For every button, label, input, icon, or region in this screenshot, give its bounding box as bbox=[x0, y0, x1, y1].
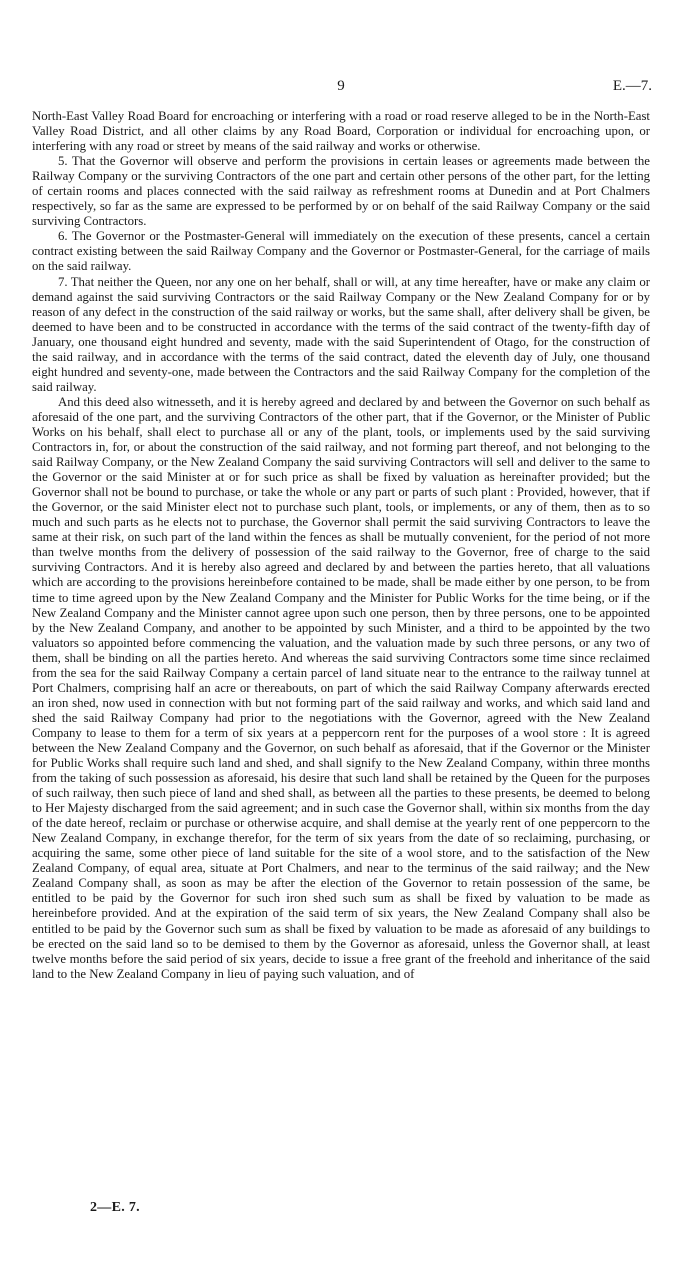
paragraph-continuation: North-East Valley Road Board for encroaching or interfering with a road or road reserve alleged to be in the North-East Valley Road District, and all other claims by any Road Board, Corporation or individual for encroaching upon, or interfering with any road or street by means of the said railway and works or otherwise. bbox=[32, 109, 650, 154]
paragraph-clause-7: 7. That neither the Queen, nor any one on her behalf, shall or will, at any time hereafter, have or make any claim or demand against the said surviving Contractors or the said Railway Company or the New Zealand Company for or by reason of any defect in the construction of the said railway or works, but the same shall, after delivery shall be given, be deemed to have been and to be constructed in accordance with the terms of the said contract of the twenty-fifth day of January, one thousand eight hundred and seventy, made with the said Superintendent of Otago, for the construction of the said railway, and in accordance with the terms of the said contract, dated the eleventh day of July, one thousand eight hundred and seventy-one, made between the Contractors and the said Railway Company for the completion of the said railway. bbox=[32, 274, 650, 394]
signature-mark: 2—E. 7. bbox=[90, 1200, 140, 1215]
paragraph-witnesseth: And this deed also witnesseth, and it is hereby agreed and declared by and between the Governor on such behalf as aforesaid of the one part, and the surviving Contractors of the other part, that if the Governor, or the Minister of Public Works on his behalf, shall elect to purchase all or any of the plant, tools, or implements used by the said surviving Contractors in, for, or about the construction of the said railway, and not forming part thereof, and not belonging to the said Railway Company, or the New Zealand Company the said surviving Contractors will sell and deliver to the same to the Governor or the said Minister at or for such price as shall be fixed by valuation as hereinafter provided; but the Governor shall not be bound to purchase, or take the whole or any part or parts of such plant : Provided, however, that if the Governor, or the said Minister elect not to purchase such plant, tools, or implements, or any of them, then as to so much and such parts as he elects not to purchase, the Governor shall permit the said surviving Contractors to leave the same at their risk, on such part of the land within the fences as shall be mutually convenient, for the period of not more than twelve months from the delivery of possession of the said railway to the Governor, free of charge to the said surviving Contractors. And it is hereby also agreed and declared by and between the parties hereto, that all valuations which are according to the provisions hereinbefore contained to be made, shall be made either by one person, to be from time to time agreed upon by the New Zealand Company and the Minister for Public Works for the time being, or if the New Zealand Company and the Minister cannot agree upon such one person, then by three persons, one to be appointed by the New Zealand Company, and another to be appointed by such Minister, and a third to be appointed by the two valuators so appointed before commencing the valuation, and the valuation made by such three persons, or any two of them, shall be binding on all the parties hereto. And whereas the said surviving Contractors some time since reclaimed from the sea for the said Railway Company a certain parcel of land situate near to the entrance to the railway tunnel at Port Chalmers, comprising half an acre or thereabouts, on part of which the said Railway Company afterwards erected an iron shed, now used in connection with but not forming part of the said railway and works, and which said land and shed the said Railway Company had prior to the negotiations with the Governor, agreed with the New Zealand Company to lease to them for a term of six years at a peppercorn rent for the purposes of a wool store : It is agreed between the New Zealand Company and the Governor, on such behalf as aforesaid, that if the Governor or the Minister for Public Works shall require such land and shed, and shall signify to the New Zealand Company, within three months from the taking of such possession as aforesaid, his desire that such land shall be retained by the Queen for the purposes of such railway, then such piece of land and shed shall, as between all the parties to these presents, be deemed to belong to Her Majesty discharged from the said agreement; and in such case the Governor shall, within six months from the day of the date hereof, reclaim or purchase or otherwise acquire, and shall demise at the yearly rent of one peppercorn to the New Zealand Company, in exchange therefor, for the term of six years from the date of so reclaiming, purchasing, or acquiring the same, some other piece of land suitable for the site of a wool store, and to the satisfaction of the New Zealand Company, of equal area, situate at Port Chalmers, and near to the terminus of the said railway; and the New Zealand Company shall, as soon as may be after the election of the Governor to retain possession of the same, be entitled to be paid by the Governor for such iron shed such sum as shall be fixed by valuation to be made as hereinbefore provided. And at the expiration of the said term of six years, the New Zealand Company shall also be entitled to be paid by the Governor such sum as shall be fixed by valuation to be made as aforesaid of any buildings to be erected on the said land so to be demised to them by the Governor as aforesaid, unless the Governor shall, at least twelve months before the said period of six years, decide to issue a free grant of the freehold and inheritance of the said land to the New Zealand Company in lieu of paying such valuation, and of bbox=[32, 394, 650, 981]
document-reference: E.—7. bbox=[612, 78, 652, 94]
paragraph-clause-5: 5. That the Governor will observe and perform the provisions in certain leases or agreements made between the Railway Company or the surviving Contractors of the one part and certain other persons of the other part, for the letting of certain rooms and places connected with the said railway as refreshment rooms at Dunedin and at Port Chalmers respectively, so far as the same are expressed to be performed by or on behalf of the said Railway Company or the said surviving Contractors. bbox=[32, 154, 650, 229]
paragraph-clause-6: 6. The Governor or the Postmaster-General will immediately on the execution of these presents, cancel a certain contract existing between the said Railway Company and the Governor or Postmaster-General, for the carriage of mails on the said railway. bbox=[32, 229, 650, 274]
page-header bbox=[30, 78, 652, 98]
page-number: 9 bbox=[337, 78, 345, 94]
body-text bbox=[32, 109, 650, 982]
